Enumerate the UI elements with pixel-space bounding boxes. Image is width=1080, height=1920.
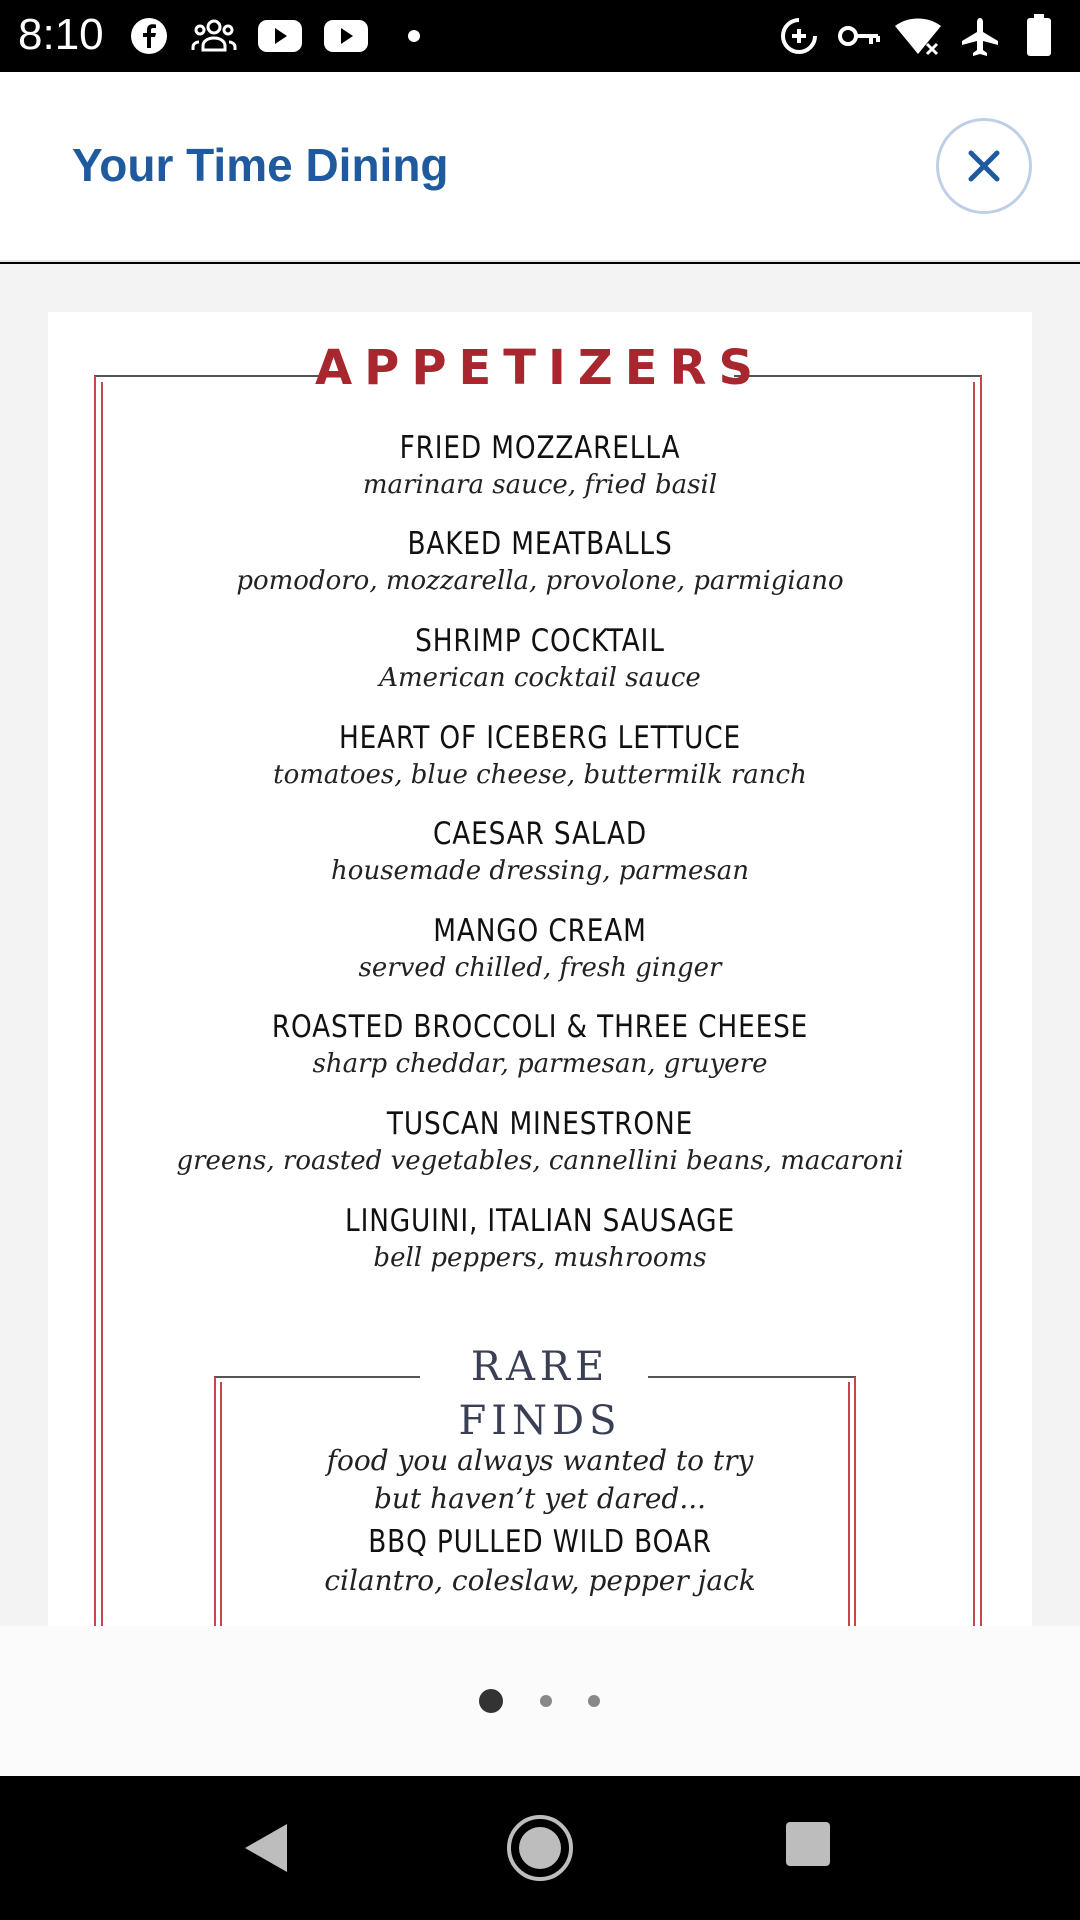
rare-item-desc: cilantro, coleslaw, pepper jack bbox=[324, 1564, 756, 1597]
menu-item-name: FRIED MOZZARELLA bbox=[399, 430, 681, 466]
data-saver-icon bbox=[778, 14, 820, 58]
menu-item-desc: bell peppers, mushrooms bbox=[373, 1243, 707, 1273]
menu-item-name: SHRIMP COCKTAIL bbox=[415, 623, 665, 659]
menu-item bbox=[0, 913, 1080, 983]
menu-item-desc: American cocktail sauce bbox=[379, 663, 701, 693]
home-button[interactable] bbox=[506, 1814, 574, 1882]
menu-item bbox=[0, 526, 1080, 596]
youtube-icon-2 bbox=[322, 14, 370, 58]
menu-item-desc: pomodoro, mozzarella, provolone, parmigiano bbox=[236, 566, 844, 596]
menu-item-desc: sharp cheddar, parmesan, gruyere bbox=[312, 1049, 768, 1079]
back-triangle-icon bbox=[243, 1822, 289, 1874]
menu-item-name: TUSCAN MINESTRONE bbox=[386, 1106, 694, 1142]
page-dot[interactable] bbox=[540, 1695, 552, 1707]
menu-item-name: HEART OF ICEBERG LETTUCE bbox=[338, 720, 742, 756]
status-time: 8:10 bbox=[18, 10, 104, 59]
home-circle-icon bbox=[506, 1814, 574, 1882]
menu-item-desc: served chilled, fresh ginger bbox=[358, 953, 722, 983]
menu-item bbox=[0, 720, 1080, 790]
page-title: Your Time Dining bbox=[72, 139, 449, 191]
menu-item-name: CAESAR SALAD bbox=[432, 816, 648, 852]
menu-item-desc: marinara sauce, fried basil bbox=[362, 470, 718, 500]
youtube-icon bbox=[256, 14, 304, 58]
page-dot-active[interactable] bbox=[479, 1689, 503, 1713]
menu-item-name: ROASTED BROCCOLI & THREE CHEESE bbox=[271, 1009, 809, 1045]
groups-icon bbox=[190, 14, 238, 58]
pager-area bbox=[0, 1626, 1080, 1776]
battery-icon bbox=[1024, 14, 1054, 58]
menu-item-name: BAKED MEATBALLS bbox=[407, 526, 673, 562]
menu-item bbox=[0, 1009, 1080, 1079]
rare-finds-item bbox=[0, 1524, 1080, 1597]
airplane-icon bbox=[958, 14, 1002, 58]
recents-button[interactable] bbox=[784, 1820, 832, 1868]
vpn-key-icon bbox=[836, 14, 882, 58]
rare-finds-desc-2: but haven’t yet dared... bbox=[373, 1482, 707, 1515]
menu-item-desc: greens, roasted vegetables, cannellini beans, macaroni bbox=[176, 1146, 904, 1176]
recents-square-icon bbox=[784, 1820, 832, 1868]
rare-finds-title-1: RARE bbox=[470, 1344, 610, 1390]
menu-item bbox=[0, 1106, 1080, 1176]
back-button[interactable] bbox=[236, 1816, 296, 1880]
dot-icon bbox=[404, 14, 424, 58]
page-dot[interactable] bbox=[588, 1695, 600, 1707]
section-title-appetizers: APPETIZERS bbox=[314, 340, 766, 396]
app-header bbox=[0, 72, 1080, 262]
menu-item bbox=[0, 430, 1080, 500]
menu-item bbox=[0, 623, 1080, 693]
menu-item-name: LINGUINI, ITALIAN SAUSAGE bbox=[345, 1203, 735, 1239]
rare-item-name: BBQ PULLED WILD BOAR bbox=[368, 1524, 712, 1560]
system-nav-bar bbox=[0, 1776, 1080, 1920]
close-icon bbox=[967, 149, 1001, 183]
close-button[interactable] bbox=[936, 118, 1032, 214]
menu-item-desc: tomatoes, blue cheese, buttermilk ranch bbox=[273, 760, 807, 790]
menu-item-desc: housemade dressing, parmesan bbox=[331, 856, 749, 886]
menu-item-name: MANGO CREAM bbox=[433, 913, 647, 949]
facebook-icon bbox=[128, 14, 170, 58]
status-bar bbox=[0, 0, 1080, 72]
rare-finds-title-2: FINDS bbox=[458, 1398, 622, 1444]
wifi-off-icon bbox=[892, 14, 944, 58]
menu-item bbox=[0, 816, 1080, 886]
menu-item bbox=[0, 1203, 1080, 1273]
rare-finds-desc-1: food you always wanted to try bbox=[326, 1444, 754, 1477]
